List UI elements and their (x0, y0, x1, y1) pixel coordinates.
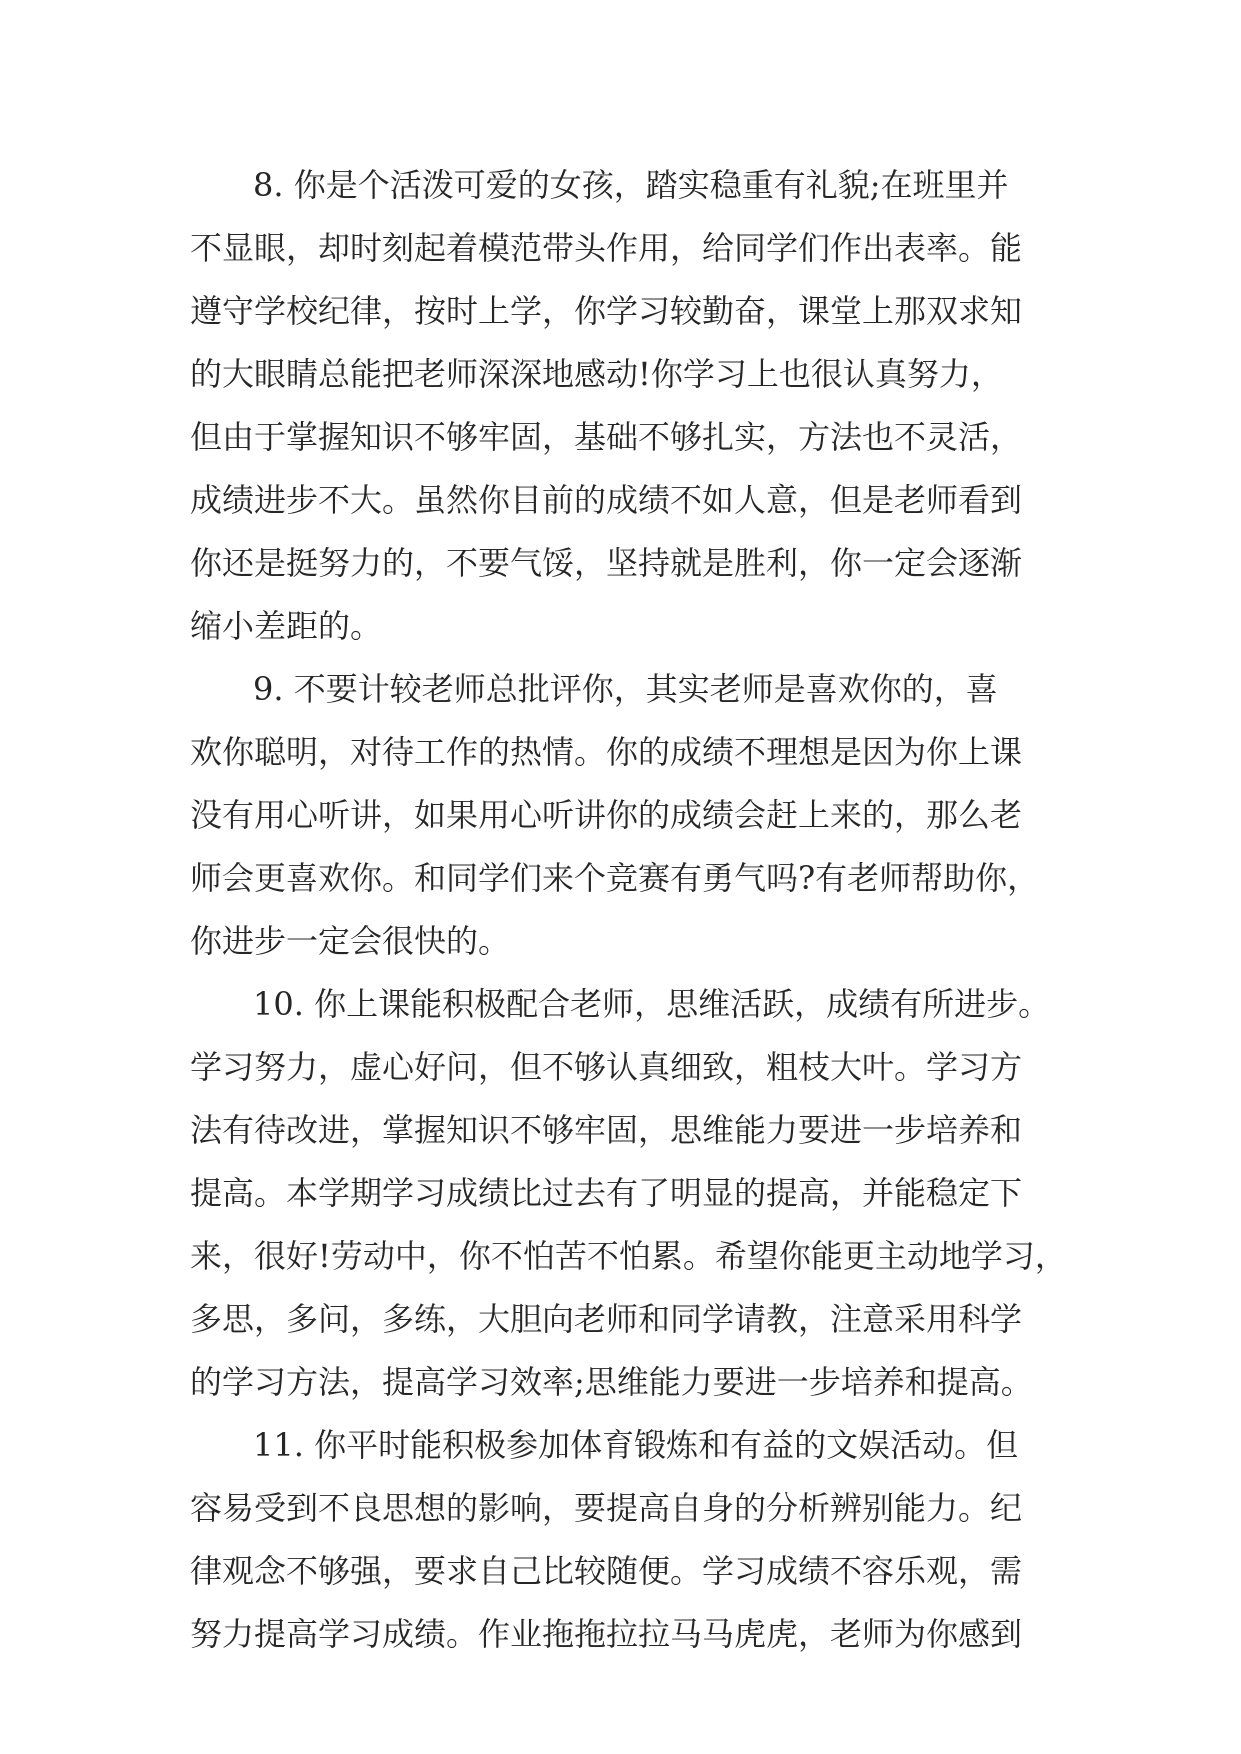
paragraph-line: 没有用心听讲，如果用心听讲你的成绩会赶上来的，那么老 (190, 796, 1023, 834)
paragraph-line: 律观念不够强，要求自己比较随便。学习成绩不容乐观，需 (190, 1552, 1023, 1590)
paragraph-line: 不显眼，却时刻起着模范带头作用，给同学们作出表率。能 (190, 229, 1023, 267)
paragraph-line: 9. 不要计较老师总批评你，其实老师是喜欢你的，喜 (253, 670, 998, 708)
paragraph-line: 8. 你是个活泼可爱的女孩，踏实稳重有礼貌;在班里并 (253, 166, 1009, 204)
paragraph-line: 的学习方法，提高学习效率;思维能力要进一步培养和提高。 (190, 1363, 1033, 1401)
paragraph-line: 容易受到不良思想的影响，要提高自身的分析辨别能力。纪 (190, 1489, 1023, 1527)
paragraph-line: 你进步一定会很快的。 (190, 922, 511, 960)
paragraph-line: 欢你聪明，对待工作的热情。你的成绩不理想是因为你上课 (190, 733, 1023, 771)
paragraph-line: 来，很好!劳动中，你不怕苦不怕累。希望你能更主动地学习， (190, 1237, 1067, 1275)
paragraph-line: 法有待改进，掌握知识不够牢固，思维能力要进一步培养和 (190, 1111, 1023, 1149)
paragraph-line: 10. 你上课能积极配合老师，思维活跃，成绩有所进步。 (253, 985, 1051, 1023)
paragraph-line: 多思，多问，多练，大胆向老师和同学请教，注意采用科学 (190, 1300, 1023, 1338)
paragraph-line: 11. 你平时能积极参加体育锻炼和有益的文娱活动。但 (253, 1426, 1019, 1464)
paragraph-line: 缩小差距的。 (190, 607, 383, 645)
paragraph-line: 学习努力，虚心好问，但不够认真细致，粗枝大叶。学习方 (190, 1048, 1023, 1086)
paragraph-line: 提高。本学期学习成绩比过去有了明显的提高，并能稳定下 (190, 1174, 1023, 1212)
paragraph-line: 但由于掌握知识不够牢固，基础不够扎实，方法也不灵活， (190, 418, 1023, 456)
paragraph-line: 成绩进步不大。虽然你目前的成绩不如人意，但是老师看到 (190, 481, 1023, 519)
paragraph-line: 努力提高学习成绩。作业拖拖拉拉马马虎虎，老师为你感到 (190, 1615, 1023, 1653)
paragraph-line: 你还是挺努力的，不要气馁，坚持就是胜利，你一定会逐渐 (190, 544, 1023, 582)
paragraph-line: 师会更喜欢你。和同学们来个竞赛有勇气吗?有老师帮助你， (190, 859, 1040, 897)
paragraph-line: 遵守学校纪律，按时上学，你学习较勤奋，课堂上那双求知 (190, 292, 1023, 330)
paragraph-line: 的大眼睛总能把老师深深地感动!你学习上也很认真努力， (190, 355, 1003, 393)
